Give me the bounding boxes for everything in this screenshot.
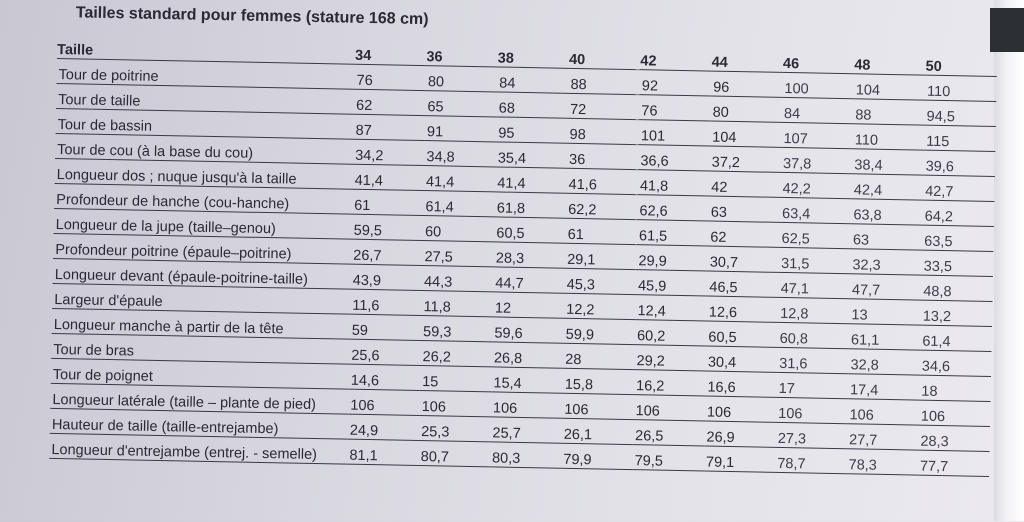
table-cell: 91 [425, 116, 497, 142]
table-cell: 76 [354, 64, 426, 90]
table-cell: 106 [420, 391, 492, 417]
table-cell: 41,6 [566, 168, 638, 194]
table-cell: 16,6 [705, 371, 777, 397]
table-cell: 30,4 [706, 346, 778, 372]
table-cell: 38,4 [852, 149, 924, 175]
table-cell: 78,3 [846, 449, 918, 475]
table-cell: 17,4 [848, 374, 920, 400]
table-cell: 29,9 [636, 245, 708, 271]
table-cell: 92 [640, 70, 712, 96]
size-header: 48 [854, 49, 926, 75]
table-cell: 61,5 [637, 220, 709, 246]
table-cell: 110 [925, 75, 997, 101]
table-cell: 106 [776, 397, 848, 423]
table-cell: 36,6 [638, 145, 710, 171]
table-cell: 11,8 [421, 291, 493, 317]
table-cell: 104 [710, 121, 782, 147]
table-cell: 41,8 [638, 170, 710, 196]
table-cell: 25,7 [490, 417, 562, 443]
table-cell: 110 [853, 124, 925, 150]
table-cell: 62 [708, 221, 780, 247]
row-label: Longueur d'entrejambe (entrej. - semelle) [49, 433, 347, 464]
table-cell: 18 [919, 375, 991, 401]
table-cell: 42 [709, 171, 781, 197]
table-cell: 79,9 [561, 443, 633, 469]
table-cell: 33,5 [922, 250, 994, 276]
table-cell: 84 [497, 67, 569, 93]
table-cell: 59,5 [352, 214, 424, 240]
table-cell: 59,6 [492, 317, 564, 343]
table-cell: 32,8 [848, 349, 920, 375]
table-cell: 12,6 [707, 296, 779, 322]
table-cell: 11,6 [350, 289, 422, 315]
table-cell: 59,9 [564, 318, 636, 344]
table-cell: 28,3 [918, 425, 990, 451]
table-cell: 78,7 [775, 447, 847, 473]
size-header: 40 [569, 44, 641, 70]
table-cell: 30,7 [708, 246, 780, 272]
table-cell: 87 [353, 114, 425, 140]
row-label: Tour de poignet [51, 358, 349, 389]
table-cell: 106 [348, 389, 420, 415]
table-cell: 60,5 [494, 217, 566, 243]
page-title: Tailles standard pour femmes (stature 168 cm) [75, 4, 429, 29]
table-cell: 62,5 [779, 222, 851, 248]
table-cell: 12,2 [564, 293, 636, 319]
table-cell: 63,5 [922, 225, 994, 251]
table-cell: 42,2 [780, 172, 852, 198]
table-cell: 15,8 [563, 368, 635, 394]
table-cell: 63 [851, 224, 923, 250]
table-cell: 60,5 [706, 321, 778, 347]
table-cell: 61,1 [849, 324, 921, 350]
size-table [49, 34, 997, 477]
size-header: 38 [498, 42, 570, 68]
table-cell: 32,3 [850, 249, 922, 275]
table-cell: 88 [853, 99, 925, 125]
table-cell: 27,7 [847, 424, 919, 450]
table-cell: 25,3 [419, 416, 491, 442]
row-label: Longueur latérale (taille – plante de pied) [50, 383, 348, 414]
table-cell: 62,2 [566, 193, 638, 219]
table-cell: 88 [568, 68, 640, 94]
table-cell: 61,8 [495, 192, 567, 218]
table-cell: 41,4 [424, 166, 496, 192]
table-cell: 24,9 [348, 414, 420, 440]
table-cell: 106 [847, 399, 919, 425]
row-label: Tour de poitrine [56, 58, 354, 89]
table-cell: 61 [352, 189, 424, 215]
table-cell: 81,1 [347, 439, 419, 465]
table-cell: 98 [567, 118, 639, 144]
table-cell: 25,6 [349, 339, 421, 365]
table-cell: 42,7 [923, 175, 995, 201]
table-cell: 62 [354, 89, 426, 115]
table-cell: 45,3 [565, 268, 637, 294]
row-label: Tour de bassin [56, 108, 354, 139]
table-cell: 106 [705, 396, 777, 422]
table-cell: 12,4 [635, 295, 707, 321]
table-cell: 107 [781, 122, 853, 148]
table-cell: 26,7 [351, 239, 423, 265]
table-cell: 37,8 [781, 147, 853, 173]
table-cell: 14,6 [349, 364, 421, 390]
row-label: Tour de taille [56, 83, 354, 114]
table-cell: 16,2 [634, 370, 706, 396]
table-cell: 63 [709, 196, 781, 222]
table-cell: 12,8 [778, 297, 850, 323]
table-cell: 65 [425, 91, 497, 117]
table-cell: 84 [782, 97, 854, 123]
table-cell: 28,3 [494, 242, 566, 268]
table-cell: 35,4 [496, 142, 568, 168]
table-cell: 48,8 [921, 275, 993, 301]
table-cell: 39,6 [924, 150, 996, 176]
row-label: Hauteur de taille (taille-entrejambe) [50, 408, 348, 439]
table-cell: 26,5 [633, 420, 705, 446]
table-cell: 68 [497, 92, 569, 118]
table-cell: 28 [563, 343, 635, 369]
table-cell: 41,4 [495, 167, 567, 193]
row-label: Tour de bras [51, 333, 349, 364]
table-cell: 104 [854, 74, 926, 100]
size-header: 50 [925, 51, 997, 77]
table-cell: 13 [849, 299, 921, 325]
table-cell: 63,8 [851, 199, 923, 225]
table-cell: 115 [924, 125, 996, 151]
table-cell: 106 [633, 395, 705, 421]
table-cell: 41,4 [353, 164, 425, 190]
table-cell: 47,7 [850, 274, 922, 300]
table-cell: 77,7 [918, 450, 990, 476]
table-cell: 61 [565, 218, 637, 244]
table-cell: 96 [711, 71, 783, 97]
table-cell: 12 [493, 292, 565, 318]
table-cell: 80 [426, 66, 498, 92]
table-cell: 60,2 [635, 320, 707, 346]
size-chart [48, 4, 997, 522]
table-cell: 79,5 [632, 445, 704, 471]
table-cell: 95 [496, 117, 568, 143]
table-cell: 44,7 [493, 267, 565, 293]
table-cell: 34,6 [920, 350, 992, 376]
table-cell: 61,4 [423, 191, 495, 217]
table-cell: 100 [782, 72, 854, 98]
table-cell: 63,4 [780, 197, 852, 223]
table-cell: 59 [350, 314, 422, 340]
table-cell: 101 [639, 120, 711, 146]
table-cell: 13,2 [921, 300, 993, 326]
row-label: Longueur devant (épaule-poitrine-taille) [53, 258, 351, 289]
table-cell: 31,6 [777, 347, 849, 373]
header-label: Taille [57, 34, 355, 64]
table-cell: 43,9 [351, 264, 423, 290]
table-cell: 29,2 [634, 345, 706, 371]
table-cell: 27,5 [422, 241, 494, 267]
table-cell: 26,1 [562, 418, 634, 444]
table-cell: 60,8 [778, 322, 850, 348]
row-label: Largeur d'épaule [52, 283, 350, 314]
size-header: 46 [783, 48, 855, 74]
table-cell: 62,6 [637, 195, 709, 221]
table-cell: 31,5 [779, 247, 851, 273]
table-cell: 42,4 [852, 174, 924, 200]
row-label: Tour de cou (à la base du cou) [55, 133, 353, 164]
table-cell: 106 [919, 400, 991, 426]
table-cell: 37,2 [710, 146, 782, 172]
row-label: Profondeur de hanche (cou-hanche) [54, 183, 352, 214]
table-cell: 106 [562, 393, 634, 419]
size-header: 36 [426, 41, 498, 67]
table-cell: 29,1 [565, 243, 637, 269]
table-cell: 46,5 [707, 271, 779, 297]
table-cell: 61,4 [920, 325, 992, 351]
table-cell: 45,9 [636, 270, 708, 296]
table-cell: 34,2 [353, 139, 425, 165]
table-cell: 34,8 [424, 141, 496, 167]
table-cell: 36 [567, 143, 639, 169]
row-label: Longueur de la jupe (taille–genou) [54, 208, 352, 239]
table-cell: 72 [568, 93, 640, 119]
table-cell: 15 [420, 366, 492, 392]
table-cell: 106 [491, 392, 563, 418]
size-header: 34 [355, 40, 427, 66]
size-header: 42 [640, 45, 712, 71]
row-label: Profondeur poitrine (épaule–poitrine) [53, 233, 351, 264]
table-cell: 15,4 [491, 367, 563, 393]
page-edge [994, 0, 1024, 521]
table-cell: 80,7 [419, 441, 491, 467]
table-cell: 26,8 [492, 342, 564, 368]
table-cell: 59,3 [421, 316, 493, 342]
row-label: Longueur dos ; nuque jusqu'à la taille [55, 158, 353, 189]
table-cell: 94,5 [924, 100, 996, 126]
table-cell: 26,9 [704, 421, 776, 447]
table-cell: 27,3 [776, 422, 848, 448]
table-cell: 26,2 [420, 341, 492, 367]
table-cell: 79,1 [704, 446, 776, 472]
size-header: 44 [711, 47, 783, 73]
table-cell: 64,2 [923, 200, 995, 226]
table-cell: 80 [711, 96, 783, 122]
table-cell: 80,3 [490, 442, 562, 468]
row-label: Longueur manche à partir de la tête [52, 308, 350, 339]
table-cell: 47,1 [778, 272, 850, 298]
table-cell: 44,3 [422, 266, 494, 292]
table-body [49, 58, 997, 476]
table-cell: 76 [639, 95, 711, 121]
table-cell: 17 [777, 372, 849, 398]
table-cell: 60 [423, 216, 495, 242]
